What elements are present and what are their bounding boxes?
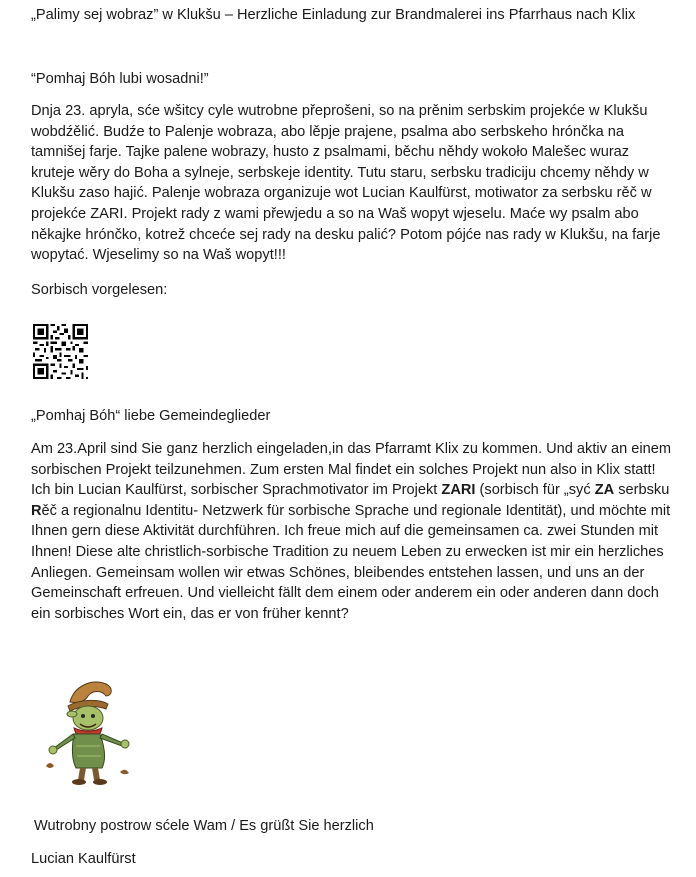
german-text-2: (sorbisch für „syć — [475, 482, 595, 499]
closing-line: Wutrobny postrow sćele Wam / Es grüßt Sie herzlich — [34, 818, 374, 834]
acronym-r: R — [31, 502, 42, 519]
german-greeting: „Pomhaj Bóh“ liebe Gemeindeglieder — [31, 408, 271, 424]
acronym-za: ZA — [594, 482, 615, 499]
audio-label: Sorbisch vorgelesen: — [31, 282, 168, 298]
german-text-4: ěč a regionalnu Identitu- Netzwerk für sorbische Sprache und regionale Identität), und möchte mit Ihnen gern diese Aktivität durchführen. Ich freue mich auf die gemeinsamen ca. zwei Stunden mit Ihnen! Diese alte christlich-sorbische Tradition zu neuem Leben zu erwecken ist mir ein herzliches Anliegen. Gemeinsam wollen wir etwas Schönes, bleibendes entstehen lassen, und uns an der Gemeinschaft erfreuen. Und vielleicht fällt dem einem oder anderem ein oder anderen dann doch ein sorbisches Wort ein, das er von früher kennt? — [31, 502, 671, 622]
sorbian-paragraph: Dnja 23. apryla, sće wšitcy cyle wutrobne přeprošeni, so na prěnim serbskim projekće w Klukšu wobdźělić. Budźe to Palenje wobraza, abo lěpje prajene, psalma abo serbskeho hrónčka na tamnišej farje. Tajke palene wobrazy, husto z psalmami, běchu něhdy wokoło Malešec wuraz kruteje wěry do Boha a sylneje, serbskeje identity. Tutu staru, serbsku tradiciju chcemy něhdy w Klukšu zaso hajić. Palenje wobraza organizuje wot Lucian Kaulfürst, motiwator za serbsku rěč w projekće ZARI. Projekt rady z wami přewjedu a so na Waš wopyt wjeselu. Maće wy psalm abo někajke hrónčko, kotrež chceće sej rady na desku palić? Potom pójće nas rady w Klukšu, na farje wopytać. Wjeselimy so na Waš wopyt!!! — [31, 103, 661, 264]
german-paragraph — [31, 439, 671, 624]
document-title: „Palimy sej wobraz” w Klukšu – Herzliche Einladung zur Brandmalerei ins Pfarrhaus nach Klix — [31, 7, 636, 23]
sorbian-greeting: “Pomhaj Bóh lubi wosadni!” — [31, 71, 209, 87]
german-text-1: Am 23.April sind Sie ganz herzlich eingeladen,in das Pfarramt Klix zu kommen. Und aktiv an einem sorbischen Projekt teilzunehmen. Zum ersten Mal findet ein solches Projekt nun also in Klix statt! Ich bin Lucian Kaulfürst, sorbischer Sprachmotivator im Projekt — [31, 441, 672, 499]
signature-name: Lucian Kaulfürst — [31, 851, 136, 867]
gnome-illustration — [40, 676, 140, 788]
qr-code-icon[interactable] — [33, 324, 88, 379]
project-name-zari: ZARI — [441, 482, 476, 499]
german-text-3: serbsku — [614, 482, 670, 499]
